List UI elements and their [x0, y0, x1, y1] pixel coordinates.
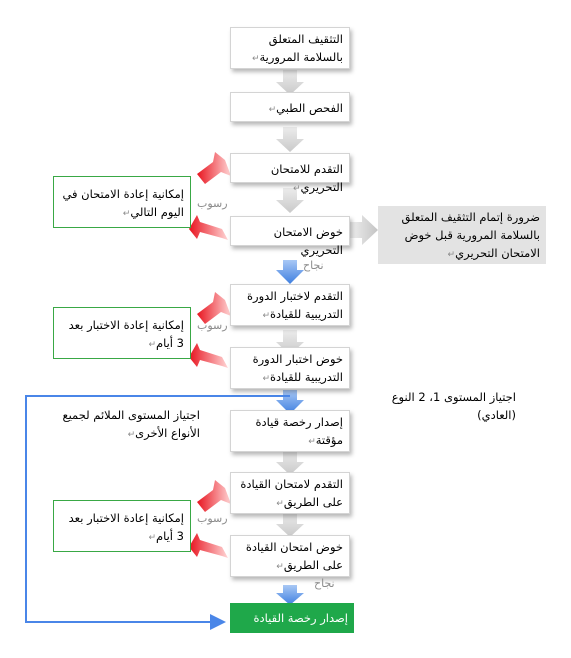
class12-pass-text: اجتياز المستوى 1، 2 النوع (العادي) — [391, 390, 516, 422]
class12-pass-label — [356, 388, 516, 424]
step-safety-education-text: التثقيف المتعلق بالسلامة المرورية — [259, 32, 343, 64]
fail-label-3: رسوب — [197, 512, 228, 525]
red-arrow-1 — [197, 152, 231, 184]
step-issue-license — [230, 603, 354, 633]
step-apply-course-test-text: التقدم لاختبار الدورة التدريبية للقيادة — [247, 289, 343, 321]
step-medical-exam — [230, 92, 350, 122]
red-arrow-4 — [189, 215, 228, 240]
step-take-written-text: خوض الامتحان التحريري — [273, 225, 343, 257]
paragraph-mark: ↵ — [292, 184, 301, 194]
down-arrow-2 — [276, 127, 304, 152]
paragraph-mark: ↵ — [262, 374, 271, 384]
paragraph-mark: ↵ — [122, 209, 131, 219]
down-arrow-6 — [276, 512, 304, 537]
paragraph-mark: ↵ — [447, 250, 456, 260]
red-arrow-3 — [197, 480, 231, 512]
pass-arrow-3 — [276, 585, 304, 605]
step-take-written — [230, 216, 350, 257]
retry-after-3-days-2-text: إمكانية إعادة الاختبار بعد 3 أيام — [68, 511, 184, 543]
retry-after-3-days-1 — [53, 307, 191, 359]
paragraph-mark: ↵ — [276, 499, 284, 509]
other-types-label — [60, 406, 200, 444]
fail-label-1: رسوب — [197, 197, 228, 210]
step-apply-written — [230, 153, 350, 194]
pass-label-2: نجاح — [314, 577, 335, 590]
prerequisite-note-text: ضرورة إتمام التثقيف المتعلق بالسلامة المرورية قبل خوض الامتحان التحريري — [401, 210, 540, 260]
red-arrow-6 — [189, 533, 228, 558]
step-temporary-license — [230, 410, 350, 452]
step-issue-license-text: إصدار رخصة القيادة — [253, 611, 348, 625]
step-temporary-license-text: إصدار رخصة قيادة مؤقتة — [255, 415, 343, 447]
step-take-road-test-text: خوض امتحان القيادة على الطريق — [245, 540, 343, 572]
pass-arrow-1 — [276, 260, 304, 284]
note-arrow — [350, 215, 378, 245]
paragraph-mark: ↵ — [148, 533, 156, 543]
step-take-course-test — [230, 347, 350, 389]
pass-label-1: نجاح — [303, 259, 324, 272]
step-apply-road-test — [230, 472, 350, 514]
paragraph-mark: ↵ — [308, 437, 316, 447]
fail-label-2: رسوب — [197, 319, 228, 332]
step-apply-course-test — [230, 284, 350, 326]
step-take-course-test-text: خوض اختبار الدورة التدريبية للقيادة — [252, 352, 343, 384]
paragraph-mark: ↵ — [251, 54, 260, 64]
step-apply-written-text: التقدم للامتحان التحريري — [270, 162, 343, 194]
retry-after-3-days-1-text: إمكانية إعادة الاختبار بعد 3 أيام — [68, 318, 184, 350]
retry-next-day — [53, 176, 191, 228]
step-medical-exam-text: الفحص الطبي — [276, 101, 343, 115]
other-types-text: اجتياز المستوى الملائم لجميع الأنواع الأخرى — [62, 408, 200, 440]
step-take-road-test — [230, 535, 350, 577]
retry-next-day-text: إمكانية إعادة الامتحان في اليوم التالي — [62, 187, 184, 219]
paragraph-mark: ↵ — [276, 562, 284, 572]
retry-after-3-days-2 — [53, 500, 191, 552]
paragraph-mark: ↵ — [262, 311, 271, 321]
step-apply-road-test-text: التقدم لامتحان القيادة على الطريق — [240, 477, 343, 509]
step-safety-education — [230, 27, 350, 69]
paragraph-mark: ↵ — [127, 430, 136, 440]
red-arrow-5 — [189, 343, 228, 368]
paragraph-mark: ↵ — [268, 105, 277, 115]
prerequisite-note — [378, 206, 546, 264]
paragraph-mark: ↵ — [148, 340, 156, 350]
